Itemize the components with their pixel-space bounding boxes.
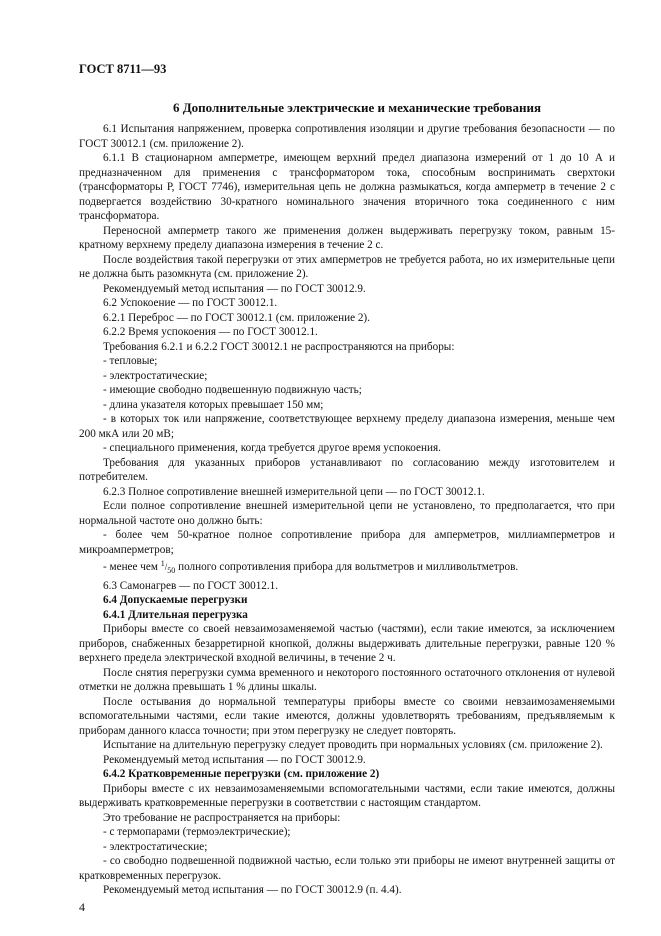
fraction: $^1/_{50}$ — [160, 559, 176, 575]
paragraph: Рекомендуемый метод испытания — по ГОСТ 30012.9. — [103, 282, 366, 295]
paragraph: 6.2.1 Переброс — по ГОСТ 30012.1 (см. приложение 2). — [103, 311, 370, 324]
list-item-text: полного сопротивления прибора для вольтметров и милливольтметров. — [175, 561, 519, 573]
paragraph: Требования 6.2.1 и 6.2.2 ГОСТ 30012.1 не распространяются на приборы: — [103, 340, 455, 353]
paragraph: 6.1.1 В стационарном амперметре, имеющем верхний предел диапазона измерений от 1 до 10 А и предназначенном для применения с трансформатором тока, способным воспринимать сверхтоки (трансформаторы Р, ГОСТ 7746), измерительная цепь не должна размыкаться, когда амперметр в течение 2 с подвергается воздействию 30-кратного номинального значения вторичного тока соединенного с ним трансформатора. — [79, 152, 615, 222]
paragraph: Испытание на длительную перегрузку следует проводить при нормальных условиях (см. приложение 2). — [103, 739, 603, 751]
fraction-denominator: 50 — [167, 566, 176, 575]
document-code-header: ГОСТ 8711—93 — [79, 62, 167, 76]
paragraph: После снятия перегрузки сумма временного и некоторого постоянного остаточного отклонения от нулевой отметки не должна превышать 1 % длины шкалы. — [79, 666, 615, 693]
paragraph: Переносной амперметр такого же применения должен выдерживать перегрузку током, равным 15-кратному верхнему пределу диапазона измерения в течение 2 с. — [79, 224, 615, 251]
paragraph: Приборы вместе со своей невзаимозаменяемой частью (частями), если такие имеются, за исключением приборов, снабженных безарретирной кнопкой, должны выдерживать длительные перегрузки, равные 120 % верхнего предела электрической входной величины, в течение 2 ч. — [79, 623, 615, 664]
list-item: - имеющие свободно подвешенную подвижную часть; — [103, 384, 362, 396]
paragraph: Требования для указанных приборов устанавливают по согласованию между изготовителем и потребителем. — [79, 456, 615, 483]
paragraph: Приборы вместе с их невзаимозаменяемыми вспомогательными частями, если такие имеются, должны выдерживать кратковременные перегрузки в соответствии с настоящим стандартом. — [79, 782, 615, 809]
paragraph: 6.2 Успокоение — по ГОСТ 30012.1. — [103, 297, 278, 309]
section-title: 6 Дополнительные электрические и механические требования — [172, 100, 542, 115]
section-body — [79, 122, 615, 898]
paragraph: 6.1 Испытания напряжением, проверка сопротивления изоляции и другие требования безопасности — по ГОСТ 30012.1 (см. приложение 2). — [79, 123, 615, 150]
paragraph: 6.3 Самонагрев — по ГОСТ 30012.1. — [103, 579, 279, 592]
paragraph: После остывания до нормальной температуры приборы вместе со своими невзаимозаменяемыми вспомогательными частями, если такие имеются, должны удовлетворять требованиям, предъявляемым к приборам данного класса точности; при этом перегрузку не следует повторять. — [79, 695, 615, 737]
paragraph: Это требование не распространяется на приборы: — [103, 811, 341, 824]
subsection-heading: 6.4.1 Длительная перегрузка — [103, 608, 248, 621]
subsection-heading: 6.4.2 Кратковременные перегрузки (см. приложение 2) — [103, 768, 380, 780]
fraction-numerator: 1 — [160, 559, 165, 568]
paragraph: После воздействия такой перегрузки от этих амперметров не требуется работа, но их измерительные цепи не должна быть разомкнута (см. приложение 2). — [79, 253, 615, 280]
list-item: - более чем 50-кратное полное сопротивление прибора для амперметров, миллиамперметров и микроамперметров; — [79, 529, 615, 556]
document-page — [79, 56, 615, 898]
list-item: - тепловые; — [103, 355, 158, 367]
list-item: - со свободно подвешенной подвижной частью, если только эти приборы не имеют внутренней защиты от кратковременных перегрузок. — [79, 855, 615, 882]
list-item: - электростатические; — [103, 840, 208, 853]
list-item-text: - менее чем — [103, 561, 161, 573]
list-item — [79, 557, 615, 579]
list-item: - с термопарами (термоэлектрические); — [103, 826, 291, 838]
paragraph: Рекомендуемый метод испытания — по ГОСТ 30012.9 (п. 4.4). — [103, 884, 402, 896]
paragraph: Рекомендуемый метод испытания — по ГОСТ 30012.9. — [103, 753, 366, 766]
list-item: - электростатические; — [103, 369, 208, 382]
list-item: - длина указателя которых превышает 150 мм; — [103, 398, 324, 411]
paragraph: 6.2.2 Время успокоения — по ГОСТ 30012.1. — [103, 326, 318, 338]
list-item: - в которых ток или напряжение, соответствующее верхнему пределу диапазона измерения, меньше чем 200 мкА или 20 мВ; — [79, 413, 615, 440]
paragraph: Если полное сопротивление внешней измерительной цепи не установлено, то предполагается, что при нормальной частоте оно должно быть: — [79, 500, 615, 527]
paragraph: 6.2.3 Полное сопротивление внешней измерительной цепи — по ГОСТ 30012.1. — [103, 485, 485, 498]
subsection-heading: 6.4 Допускаемые перегрузки — [103, 594, 248, 606]
list-item: - специального применения, когда требуется другое время успокоения. — [103, 442, 441, 454]
page-number: 4 — [79, 900, 85, 914]
